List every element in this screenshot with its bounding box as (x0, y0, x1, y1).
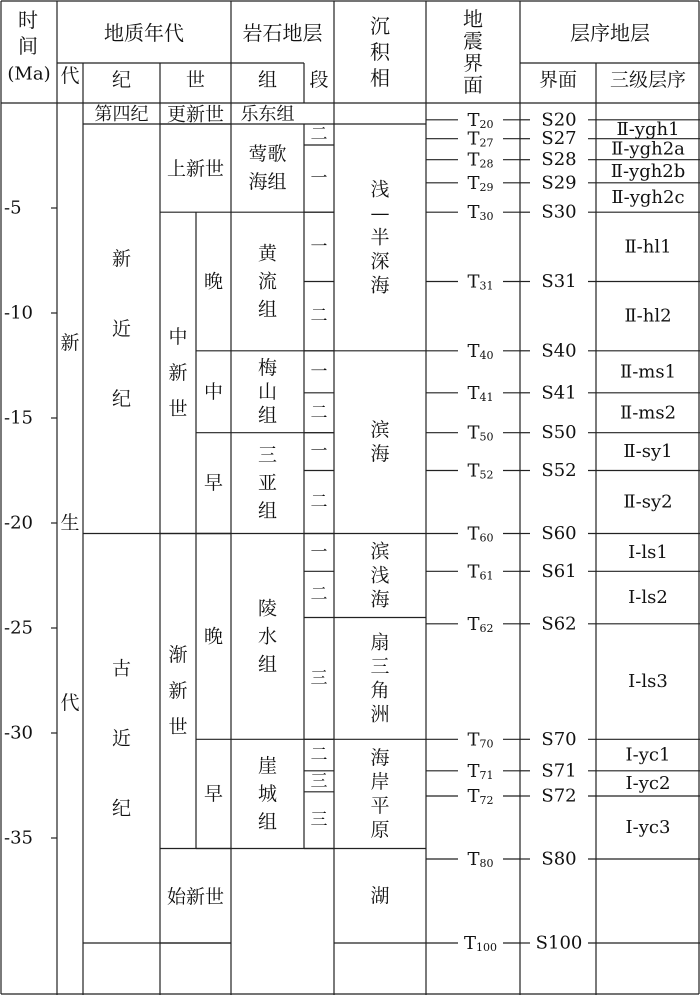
facies-label: 扇 (370, 631, 390, 654)
member-label: 三 (310, 810, 328, 831)
facies-label: 湖 (370, 884, 390, 907)
sequence-surface-label: S60 (541, 523, 577, 544)
sequence-surface-label: S50 (541, 422, 577, 444)
member-label: 三 (310, 668, 328, 689)
seismic-surface-label: $T_{70}$ (467, 728, 494, 750)
formation-label: 组 (257, 653, 278, 676)
epoch-label: 新 (168, 680, 188, 702)
formation-label: 组 (257, 404, 278, 427)
facies-label: 三 (370, 655, 390, 678)
formation-label: 水 (257, 625, 278, 648)
sequence-surface-label: S72 (541, 785, 577, 807)
facies-label: 角 (370, 679, 390, 702)
member-label: 一 (310, 168, 328, 189)
header-third-order: 三级层序 (609, 69, 687, 91)
era-label: 代 (60, 692, 80, 714)
sequence-surface-label: S52 (541, 460, 577, 481)
formation-label: 山 (257, 380, 278, 403)
third-order-sequence-label: Ⅱ-ms1 (619, 361, 677, 383)
facies-label: — (370, 202, 390, 225)
third-order-sequence-label: Ⅰ-yc3 (625, 817, 671, 838)
seismic-surface-label: $T_{80}$ (467, 848, 494, 870)
header-member: 段 (309, 69, 329, 91)
period-label: 古 (111, 657, 132, 680)
third-order-sequence-label: Ⅰ-yc1 (625, 744, 671, 766)
member-label: 二 (310, 745, 328, 766)
sequence-surface-label: S27 (541, 128, 577, 150)
facies-label: 海 (370, 588, 390, 611)
facies-label: 滨 (370, 419, 390, 442)
era-label: 新 (60, 332, 80, 354)
time-tick-label: -35 (4, 827, 33, 849)
formation-label: 乐东组 (240, 104, 295, 125)
seismic-surface-label: $T_{41}$ (467, 382, 494, 404)
seismic-surface-label: $T_{62}$ (467, 613, 494, 635)
third-order-sequence-label: Ⅱ-ygh1 (616, 118, 680, 140)
epoch-label: 始新世 (166, 885, 225, 908)
table-grid-lines (1, 1, 700, 995)
header-era: 代 (60, 65, 80, 87)
member-label: 三 (310, 771, 328, 792)
seismic-surface-label: $T_{50}$ (467, 422, 494, 444)
sequence-surface-label: S30 (541, 201, 577, 223)
header-seismic: 面 (463, 73, 483, 97)
member-label: 一 (310, 542, 328, 563)
subepoch-label: 早 (203, 782, 224, 805)
sequence-surface-label: S20 (541, 109, 577, 131)
facies-label: 洲 (370, 703, 390, 726)
third-order-sequence-label: Ⅱ-sy2 (623, 491, 673, 513)
third-order-sequence-label: Ⅱ-sy1 (623, 441, 673, 463)
seismic-surface-label: $T_{40}$ (467, 340, 494, 362)
subepoch-label: 晚 (203, 625, 224, 648)
epoch-label: 渐 (168, 644, 188, 666)
header-geologic-age: 地质年代 (104, 21, 184, 45)
formation-label: 三 (257, 444, 278, 467)
seismic-surface-label: $T_{61}$ (467, 560, 494, 582)
header-facies: 积 (370, 40, 390, 64)
member-label: 一 (310, 441, 328, 462)
sequence-surface-label: S29 (541, 172, 577, 194)
formation-label: 梅 (257, 356, 278, 379)
third-order-sequence-label: Ⅱ-ygh2c (611, 187, 685, 208)
formation-label: 组 (257, 810, 278, 833)
period-label: 近 (111, 727, 132, 750)
seismic-surface-label: $T_{52}$ (467, 460, 494, 481)
formation-label: 黄 (257, 242, 278, 265)
third-order-sequence-label: Ⅱ-ms2 (619, 402, 677, 424)
sequence-surface-label: S70 (541, 728, 577, 750)
formation-label: 莺歌 (248, 143, 287, 166)
member-label: 二 (310, 584, 328, 605)
seismic-surface-label: $T_{30}$ (467, 201, 494, 223)
period-label: 近 (111, 317, 132, 340)
header-time-char: 间 (18, 34, 38, 58)
third-order-sequence-label: Ⅰ-ls3 (628, 671, 668, 693)
time-tick-label: -30 (4, 722, 33, 744)
header-sequence-strat: 层序地层 (570, 21, 650, 45)
era-label: 生 (60, 512, 80, 534)
header-facies: 相 (370, 66, 390, 90)
period-label: 纪 (111, 797, 132, 820)
facies-label: 半 (370, 226, 390, 249)
seismic-surface-label: $T_{31}$ (467, 271, 494, 292)
formation-label: 组 (257, 298, 278, 321)
header-seismic: 地 (463, 7, 483, 31)
facies-label: 深 (370, 250, 390, 273)
formation-label: 崖 (257, 754, 278, 777)
member-label: 一 (310, 361, 328, 382)
third-order-sequence-label: Ⅰ-ls2 (628, 587, 668, 609)
formation-label: 陵 (257, 597, 278, 620)
time-tick-label: -15 (4, 407, 33, 429)
epoch-label: 上新世 (166, 158, 225, 181)
seismic-surface-label: $T_{100}$ (463, 932, 498, 954)
time-tick-label: -25 (4, 617, 33, 639)
sequence-surface-label: S61 (541, 560, 577, 582)
epoch-label: 中 (168, 325, 188, 348)
header-seismic: 震 (463, 29, 483, 53)
third-order-sequence-label: Ⅱ-ygh2a (611, 138, 685, 160)
facies-label: 浅 (370, 178, 390, 201)
third-order-sequence-label: Ⅱ-hl1 (624, 236, 672, 258)
subepoch-label: 晚 (203, 270, 224, 293)
member-label: 二 (310, 402, 328, 423)
member-label: 一 (310, 236, 328, 257)
header-period: 纪 (111, 69, 132, 91)
seismic-surface-label: $T_{20}$ (467, 109, 494, 131)
facies-label: 海 (370, 274, 390, 297)
epoch-label: 世 (168, 716, 188, 738)
facies-label: 岸 (370, 770, 390, 793)
member-label: 二 (310, 124, 328, 145)
facies-label: 浅 (370, 564, 390, 587)
epoch-label: 世 (168, 397, 188, 420)
seismic-surface-label: $T_{71}$ (467, 760, 494, 782)
member-label: 二 (310, 492, 328, 512)
table-text-labels (4, 7, 686, 954)
header-time-char: 时 (18, 8, 38, 32)
formation-label: 流 (257, 270, 278, 293)
formation-label: 城 (257, 782, 278, 805)
sequence-surface-label: S71 (541, 760, 577, 782)
time-tick-label: -10 (4, 302, 33, 324)
member-label: 二 (310, 306, 328, 327)
facies-label: 海 (370, 443, 390, 466)
sequence-surface-label: S62 (541, 613, 577, 635)
sequence-surface-label: S100 (535, 932, 583, 954)
sequence-surface-label: S28 (541, 149, 577, 171)
header-boundary: 界面 (538, 69, 578, 91)
time-tick-label: -5 (4, 197, 22, 219)
sequence-surface-label: S80 (541, 848, 577, 870)
period-label: 新 (111, 247, 132, 270)
seismic-surface-label: $T_{60}$ (467, 523, 494, 544)
sequence-surface-label: S31 (541, 271, 577, 292)
subepoch-label: 早 (203, 472, 224, 495)
third-order-sequence-label: Ⅱ-ygh2b (610, 160, 686, 182)
header-seismic: 界 (463, 51, 483, 75)
formation-label: 海组 (248, 171, 287, 194)
header-time-unit: (Ma) (7, 63, 51, 85)
time-tick-label: -20 (4, 512, 33, 534)
header-epoch: 世 (185, 69, 206, 91)
facies-label: 平 (370, 794, 390, 817)
seismic-surface-label: $T_{28}$ (467, 149, 494, 171)
subepoch-label: 中 (203, 380, 224, 403)
header-formation: 组 (257, 69, 278, 91)
seismic-surface-label: $T_{29}$ (467, 172, 494, 194)
formation-label: 亚 (257, 472, 278, 495)
facies-label: 海 (370, 746, 390, 769)
header-facies: 沉 (370, 14, 390, 38)
third-order-sequence-label: Ⅰ-ls1 (628, 541, 668, 563)
sequence-surface-label: S40 (541, 340, 577, 362)
seismic-surface-label: $T_{72}$ (467, 785, 494, 807)
facies-label: 原 (370, 818, 390, 841)
period-label: 纪 (111, 387, 132, 410)
formation-label: 组 (257, 500, 278, 523)
third-order-sequence-label: Ⅰ-yc2 (625, 772, 671, 794)
period-label: 第四纪 (94, 104, 149, 125)
header-lithostratigraphy: 岩石地层 (242, 21, 323, 45)
facies-label: 滨 (370, 540, 390, 563)
third-order-sequence-label: Ⅱ-hl2 (624, 305, 672, 327)
sequence-surface-label: S41 (541, 382, 577, 404)
seismic-surface-label: $T_{27}$ (467, 128, 494, 150)
epoch-label: 新 (168, 361, 188, 384)
epoch-label: 更新世 (166, 103, 225, 126)
